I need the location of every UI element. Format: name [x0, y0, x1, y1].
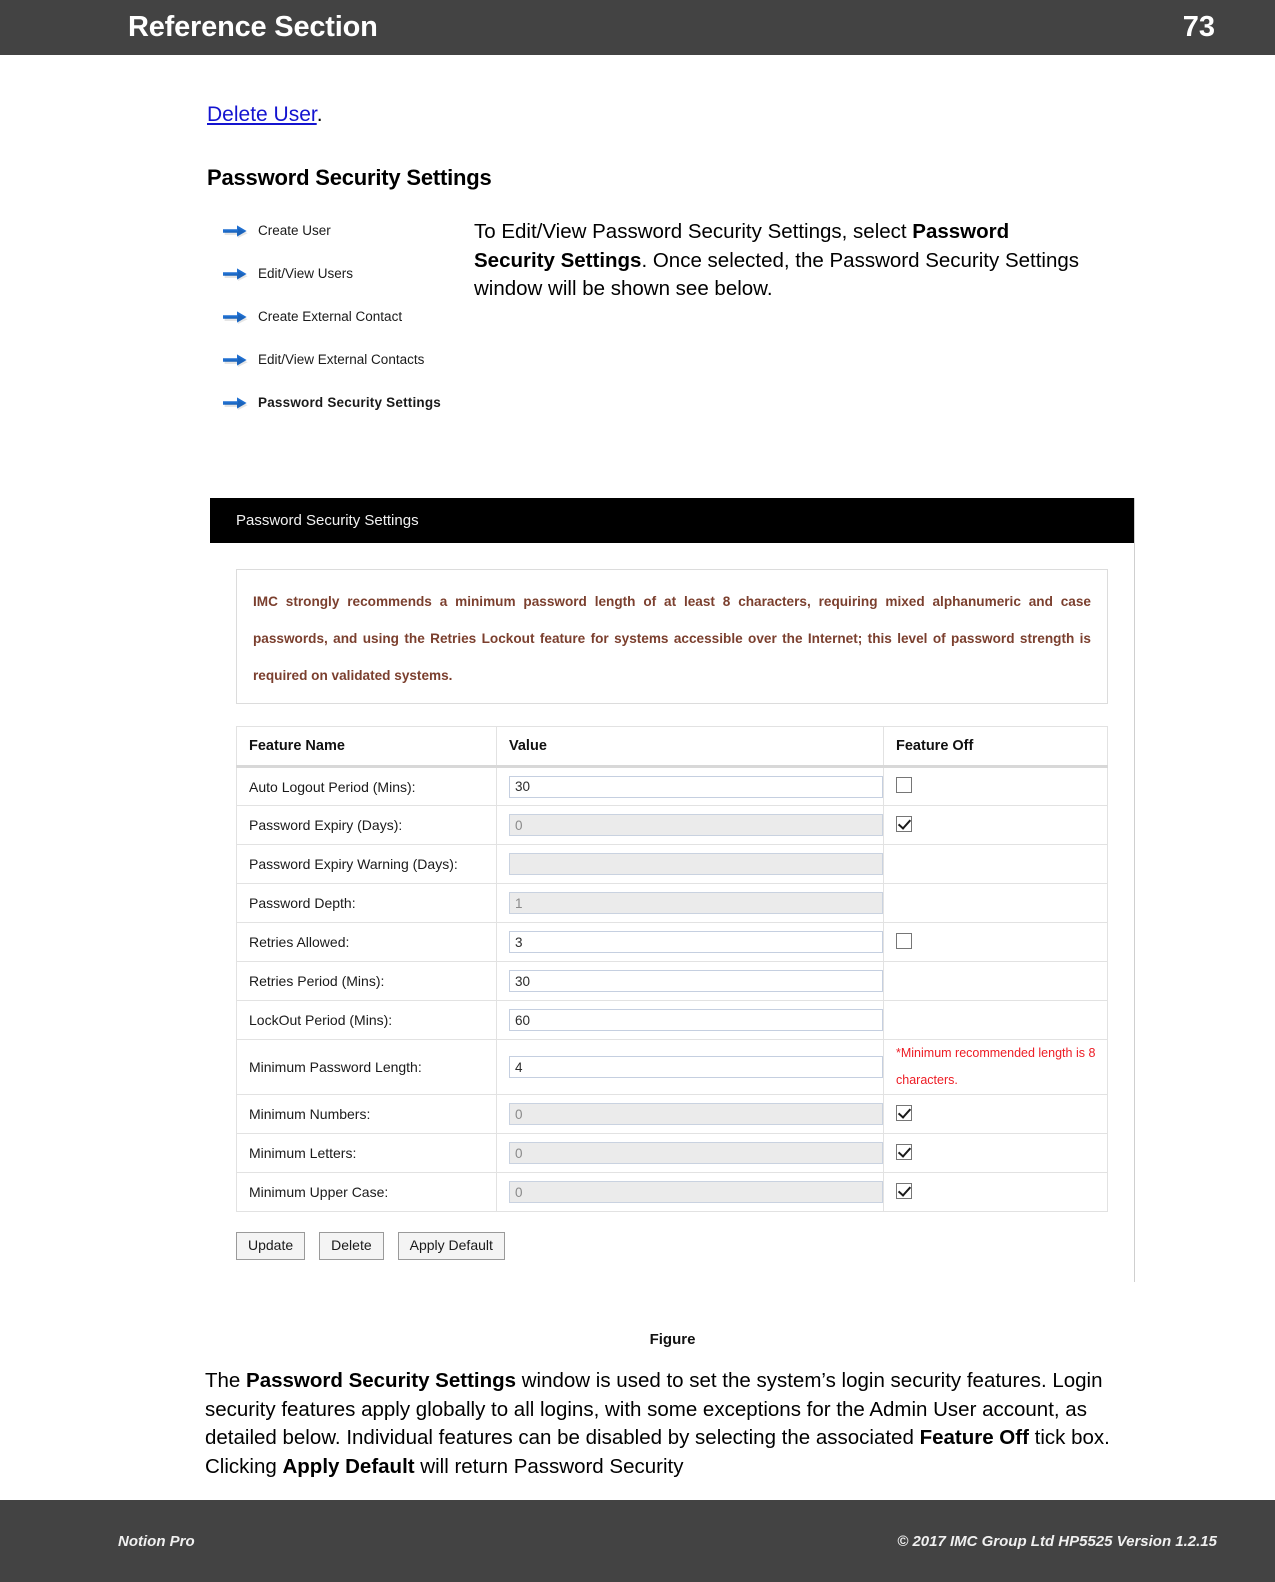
auto-logout-period-input[interactable]: 30 — [509, 776, 883, 798]
intro-text-bold: Password Security Settings — [474, 220, 1010, 272]
minimum-numbers-input[interactable]: 0 — [509, 1103, 883, 1125]
delete-user-link[interactable]: Delete User — [207, 103, 317, 126]
feature-name-cell: Password Expiry Warning (Days): — [237, 845, 497, 884]
minimum-upper-case-input[interactable]: 0 — [509, 1181, 883, 1203]
feature-off-cell — [884, 767, 1108, 806]
footer-right-text: © 2017 IMC Group Ltd HP5525 Version 1.2.15 — [897, 1532, 1217, 1550]
section-heading: Password Security Settings — [207, 165, 492, 190]
table-row — [237, 1095, 1108, 1134]
body-bold-1: Password Security Settings — [246, 1369, 517, 1392]
figure-caption: Figure — [649, 1331, 696, 1348]
menu-item-label: Edit/View External Contacts — [258, 352, 425, 367]
feature-off-cell — [884, 1001, 1108, 1040]
menu-item-create-user[interactable] — [222, 209, 472, 252]
table-row — [237, 1040, 1108, 1095]
column-header-value: Value — [497, 727, 884, 767]
minimum-password-length-input[interactable]: 4 — [509, 1056, 883, 1078]
feature-off-cell — [884, 1040, 1108, 1095]
table-row — [237, 1001, 1108, 1040]
action-buttons — [236, 1212, 1108, 1282]
password-expiry-input[interactable]: 0 — [509, 814, 883, 836]
feature-name-cell: LockOut Period (Mins): — [237, 1001, 497, 1040]
intro-text-part1: To Edit/View Password Security Settings, select — [474, 220, 913, 243]
menu-item-password-security-settings[interactable] — [222, 381, 472, 424]
arrow-right-icon — [222, 353, 248, 367]
value-cell — [497, 962, 884, 1001]
table-header-row — [237, 727, 1108, 767]
body-part1: The — [205, 1369, 247, 1392]
table-row — [237, 806, 1108, 845]
feature-name-cell: Retries Allowed: — [237, 923, 497, 962]
value-cell — [497, 845, 884, 884]
menu-item-label: Password Security Settings — [258, 395, 442, 410]
delete-user-link-line — [207, 103, 1275, 127]
footer-left-text: Notion Pro — [118, 1532, 195, 1550]
intro-text-part2: . Once selected, the Password Security Settings window will be shown see below. — [474, 248, 1080, 300]
update-button[interactable]: Update — [236, 1232, 305, 1260]
table-row — [237, 884, 1108, 923]
value-cell — [497, 1134, 884, 1173]
feature-off-cell — [884, 962, 1108, 1001]
window-body — [210, 543, 1134, 1282]
body-paragraph — [205, 1367, 1135, 1481]
feature-off-checkbox[interactable] — [896, 816, 912, 832]
page-title: Reference Section — [128, 11, 378, 43]
value-cell — [497, 1173, 884, 1212]
intro-row — [0, 209, 1275, 409]
feature-off-checkbox[interactable] — [896, 1144, 912, 1160]
menu-list — [222, 209, 472, 424]
body-part4: will return Password Security — [414, 1454, 684, 1478]
feature-off-cell — [884, 923, 1108, 962]
feature-name-cell: Retries Period (Mins): — [237, 962, 497, 1001]
lockout-period-input[interactable]: 60 — [509, 1009, 883, 1031]
password-settings-table — [236, 726, 1108, 1212]
link-suffix: . — [316, 103, 323, 126]
page-header — [0, 0, 1275, 55]
arrow-right-icon — [222, 396, 248, 410]
column-header-feature-off: Feature Off — [884, 727, 1108, 767]
feature-off-cell — [884, 806, 1108, 845]
feature-name-cell: Password Depth: — [237, 884, 497, 923]
menu-item-label: Create User — [258, 223, 331, 238]
value-cell — [497, 1001, 884, 1040]
window-titlebar — [210, 498, 1134, 543]
apply-default-button[interactable]: Apply Default — [398, 1232, 505, 1260]
table-row — [237, 845, 1108, 884]
menu-item-create-external-contact[interactable] — [222, 295, 472, 338]
table-row — [237, 962, 1108, 1001]
feature-name-cell: Minimum Numbers: — [237, 1095, 497, 1134]
feature-name-cell: Minimum Password Length: — [237, 1040, 497, 1095]
page-number: 73 — [1182, 11, 1215, 43]
menu-item-edit-view-users[interactable] — [222, 252, 472, 295]
value-cell — [497, 1040, 884, 1095]
delete-button[interactable]: Delete — [319, 1232, 383, 1260]
intro-paragraph — [474, 218, 1084, 304]
table-row — [237, 767, 1108, 806]
notice-text: IMC strongly recommends a minimum password length of at least 8 characters, requiring mixed alphanumeric and case passwords, and using the Retries Lockout feature for systems accessible over the Internet; this level of password strength is required on validated systems. — [253, 594, 1091, 683]
feature-off-checkbox[interactable] — [896, 777, 912, 793]
feature-name-cell: Auto Logout Period (Mins): — [237, 767, 497, 806]
arrow-right-icon — [222, 224, 248, 238]
feature-off-checkbox[interactable] — [896, 933, 912, 949]
password-expiry-warning-input[interactable] — [509, 853, 883, 875]
minimum-letters-input[interactable]: 0 — [509, 1142, 883, 1164]
arrow-right-icon — [222, 310, 248, 324]
feature-off-cell — [884, 1173, 1108, 1212]
window-title: Password Security Settings — [236, 512, 419, 529]
value-cell — [497, 884, 884, 923]
feature-off-cell — [884, 1095, 1108, 1134]
menu-item-label: Edit/View Users — [258, 266, 354, 281]
feature-off-checkbox[interactable] — [896, 1105, 912, 1121]
feature-name-cell: Minimum Upper Case: — [237, 1173, 497, 1212]
feature-name-cell: Minimum Letters: — [237, 1134, 497, 1173]
page-content — [0, 55, 1275, 1478]
body-part3: tick box. Clicking — [205, 1426, 1110, 1478]
retries-period-input[interactable]: 30 — [509, 970, 883, 992]
feature-off-cell — [884, 1134, 1108, 1173]
menu-item-label: Create External Contact — [258, 309, 403, 324]
column-header-feature-name: Feature Name — [237, 727, 497, 767]
password-depth-input[interactable]: 1 — [509, 892, 883, 914]
arrow-right-icon — [222, 267, 248, 281]
value-cell — [497, 923, 884, 962]
recommendation-notice — [236, 569, 1108, 704]
feature-off-cell — [884, 884, 1108, 923]
table-row — [237, 1134, 1108, 1173]
feature-name-cell: Password Expiry (Days): — [237, 806, 497, 845]
value-cell — [497, 806, 884, 845]
minimum-length-note: *Minimum recommended length is 8 characters. — [896, 1046, 1096, 1087]
body-bold-3: Apply Default — [282, 1454, 415, 1478]
value-cell — [497, 767, 884, 806]
page-footer — [0, 1500, 1275, 1582]
value-cell — [497, 1095, 884, 1134]
body-bold-2: Feature Off — [919, 1426, 1029, 1449]
feature-off-cell — [884, 845, 1108, 884]
body-part2: window is used to set the system’s login security features. Login security features apply globally to all logins, with some exceptions for the Admin User account, as detailed below. Individual features can be disabled by selecting the associated — [205, 1369, 1103, 1449]
menu-item-edit-view-external-contacts[interactable] — [222, 338, 472, 381]
feature-off-checkbox[interactable] — [896, 1183, 912, 1199]
table-row — [237, 1173, 1108, 1212]
table-row — [237, 923, 1108, 962]
retries-allowed-input[interactable]: 3 — [509, 931, 883, 953]
screenshot-figure — [210, 498, 1135, 1282]
